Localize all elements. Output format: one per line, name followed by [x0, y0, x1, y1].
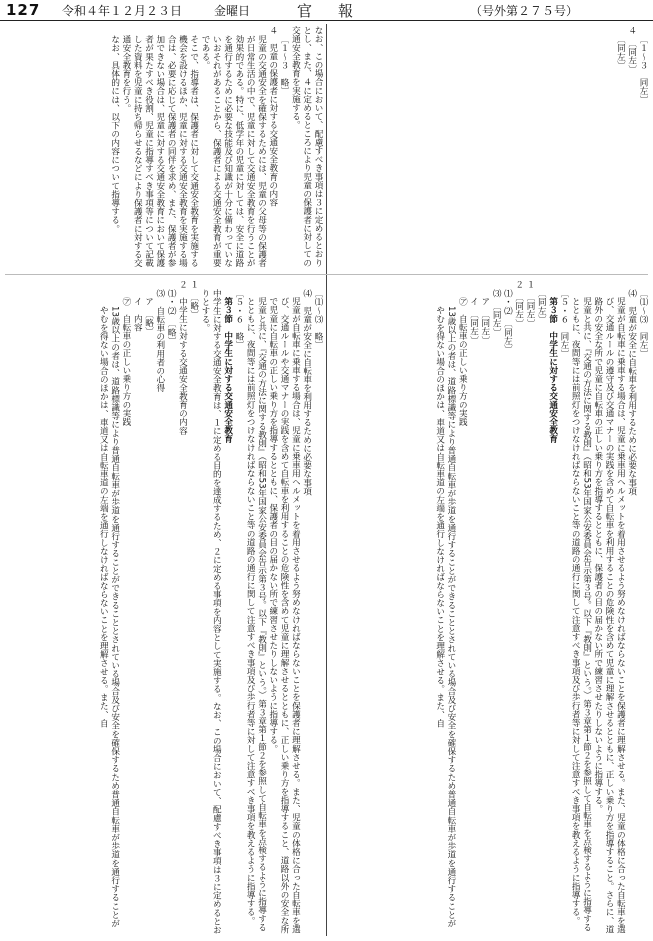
section-3-item-a: ア 〔同左〕 [479, 297, 490, 345]
section-3-item-2: ２ 〔同左〕 [513, 280, 524, 328]
sections-5-6: 〔５・６ 同左〕 [558, 288, 569, 358]
item-4-body: 児童が自転車に乗車する場合は、児童に乗車用ヘルメットを着用させるよう努めなければならないことを保護者に理解させる。また、児童の体格に合った自転車を選び、交通ルールや交通マナーの実践を含めて自転車を利用することの危険性を含めて児童に理解させるとともに、正しい乗り方を指導すること、道路以外の安全な所で児童に自転車の正しい乗り方を指導するとともに、保護者の目の届かない所で練習させたりしないように指導する。 [267, 297, 301, 934]
item-4-body: 児童が自転車に乗車する場合は、児童に乗車用ヘルメットを着用させるよう努めなければならないことを保護者に理解させる。また、児童の体格に合った自転車を選び、交通ルールの遵守及び交通マナーの実践を含めて自転車を利用することの危険性を含めて児童に理解させるとともに、正しい乗り方を指導すること。さらに、道路外の安全な所で児童に自転車の正しい乗り方を指導するとともに、保護者の目の届かない所で練習させたりしないように指導する。 [592, 297, 626, 934]
section-3-item-i: イ 内容 [132, 297, 143, 332]
weekday: 金曜日 [214, 4, 251, 18]
section-4-body: 児童の交通安全を確保するためには、児童の父母等の保護者が日常生活の中で、児童に対して交通安全教育を行うことが効果的である。特に、低学年の児童に対しては、安全に道路を通行するために必要な技能及び知識が十分に備わっていないおそれがあることから、保護者による交通安全教育が重要である。 [200, 34, 267, 267]
section-3-item-2-3: ⑶ 自転車の利用者の心得 [154, 288, 165, 392]
sections-1-3: 〔１～３ 略〕 [279, 34, 290, 95]
section-4-list: 〔⑴～⑶ 同左〕 [638, 288, 648, 358]
section-4-title: ４ 児童の保護者に対する交通安全教育の内容 [267, 26, 278, 207]
section-3-item-1: １ 〔同左〕 [525, 280, 536, 328]
continuation-text: なお、この場合において、配慮すべき事項は３に定めるとおりとし、また、４に定めるところにより児童の保護者に対しての交通安全教育を実施する。 [290, 26, 323, 267]
section-3-item-1: １ 〔略〕 [188, 280, 199, 319]
section-3-item-a: ア 〔略〕 [143, 297, 154, 336]
issue-date: 令和４年１２月２３日 [62, 4, 183, 18]
left-column-lower [5, 280, 323, 935]
item-4-title: ⑷ 児童が安全に自転車を利用するために必要な事項 [301, 288, 312, 495]
section-4-note: 〔同左〕 [615, 34, 626, 69]
section-4-body-3: なお、具体的には、以下の内容について指導する。 [109, 34, 120, 233]
section-3-item-2: ２ 中学生に対する交通安全教育の内容 [177, 280, 188, 435]
issue-number: （号外第２７５号） [470, 4, 579, 18]
band-divider [5, 274, 648, 275]
section-3-item-i-1-body: 13歳以上の者は、道路標識等により普通自転車が歩道を通行することができることとされている場合及び安全を確保するため普通自転車が歩道を通行することがやむを得ない場合のほかは、車道又は自転車道の左端を通行しなければならないことを理解させる。また、自 [434, 305, 456, 928]
section-3-title: 第３節 中学生に対する交通安全教育 [547, 297, 558, 444]
right-column-lower [330, 280, 648, 935]
publication-title: 官報 [297, 2, 380, 20]
page-number: 127 [6, 1, 41, 19]
sections-1-3: 〔１～３ 同左〕 [638, 34, 648, 104]
item-4-extra: 児童と共に、『交通の方法に関する教則』（昭和53年国家公安委員会告示第３号。以下『教則』という。）第３章第１節２を参照して自転車を点検するように指導するとともに、夜間等には前照灯をつけなければならないこと等の道路の通行に関して注意すべき事項及び歩行者等に対して注意すべき事項を教えるように指導する。 [570, 297, 592, 932]
section-3-item-i-1-body: 13歳以上の者は、道路標識等により普通自転車が歩道を通行することができることとされている場合及び安全を確保するため普通自転車が歩道を通行することがやむを得ない場合のほかは、車道又は自転車道の左端を通行しなければならないことを理解させる。また、自 [98, 305, 120, 928]
section-3-intro: 中学生に対する交通安全教育は、１に定める目的を達成するため、２に定める事項を内容として実施する。なお、この場合において、配慮すべき事項は３に定めるとおりとする。 [200, 288, 222, 934]
section-3-item-2-1: ⑴・⑵ 〔同左〕 [502, 288, 513, 354]
section-3-item-2-3: ⑶ 〔同左〕 [491, 288, 502, 336]
section-3-item-i-1: ㋐ 自転車の正しい乗り方の実践 [120, 297, 131, 427]
page-header [0, 0, 653, 21]
section-3-intro: 〔同左〕 [536, 288, 547, 323]
right-column-upper [330, 26, 648, 270]
section-4: ４ 〔同左〕 [626, 26, 637, 74]
section-3-item-i-1: ㋐ 自転車の正しい乗り方の実践 [457, 297, 468, 427]
left-column-upper [5, 26, 323, 270]
item-4-title: ⑷ 児童が安全に自転車を利用するために必要な事項 [626, 288, 637, 495]
section-3-item-2-1: ⑴・⑵ 〔略〕 [166, 288, 177, 345]
section-4-list: 〔⑴～⑶ 略〕 [313, 288, 323, 349]
section-4-body-2: そこで、指導者は、保護者に対して交通安全教育を実施する機会を設けるほか、児童に対する交通安全教育を実施する場合は、必要に応じて保護者の同伴を求め、また、保護者が参加できない場合は、児童に対する交通安全教育において保護者が果たすべき役割、児童に指導すべき事項等について記載した資料を児童に持ち帰らせるなどにより保護者に対する交通安全教育を行う。 [120, 34, 199, 267]
section-3-item-i: イ 〔同左〕 [468, 297, 479, 345]
section-3-title: 第３節 中学生に対する交通安全教育 [222, 297, 233, 444]
item-4-extra: 児童と共に、『交通の方法に関する教則』（昭和53年国家公安委員会告示第３号。以下『教則』という。）第３章第１節２を参照して自転車を点検するように指導するとともに、夜間等には前照灯をつけなければならないこと等の道路の通行に関して注意すべき事項及び歩行者等に対して注意すべき事項を教えるように指導する。 [245, 297, 267, 932]
sections-5-6: 〔５・６ 略〕 [233, 288, 244, 349]
column-divider [326, 24, 327, 936]
